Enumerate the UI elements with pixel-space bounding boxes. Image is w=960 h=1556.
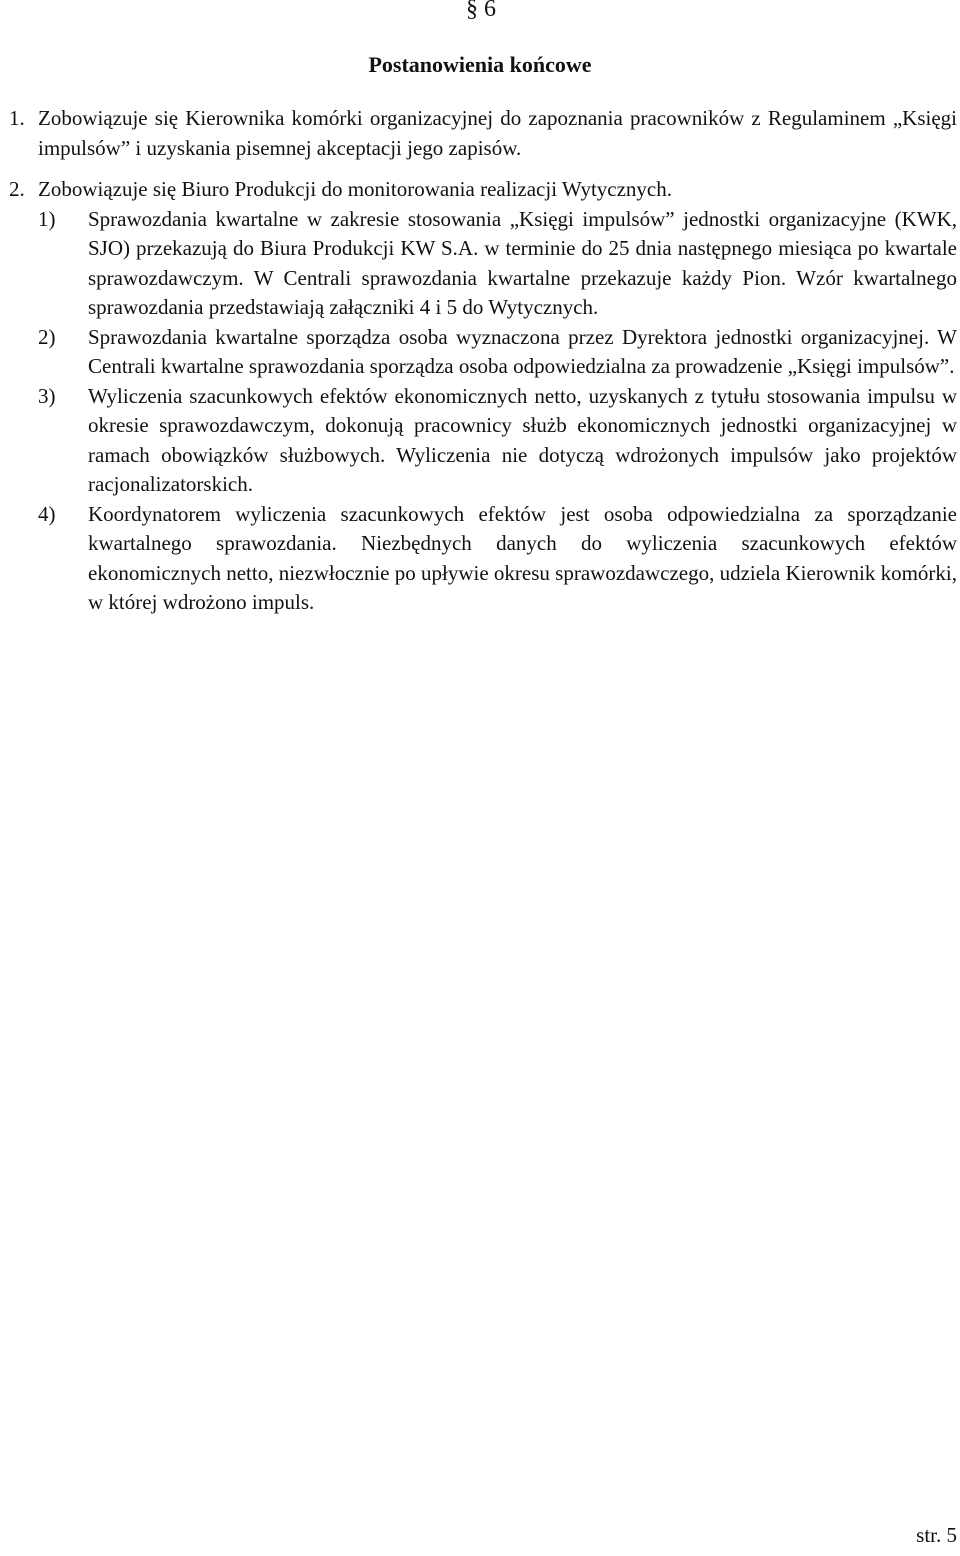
- item-2: [0, 175, 960, 618]
- sub-item: [0, 323, 960, 382]
- section-title: Postanowienia końcowe: [368, 52, 592, 77]
- sub-item-text: Sprawozdania kwartalne sporządza osoba wyznaczona przez Dyrektora jednostki organizacyjnej. W Centrali kwartalne sprawozdania sporządza osoba odpowiedzialna za prowadzenie „Księgi impulsów”.: [88, 324, 957, 378]
- list-item: [0, 104, 960, 163]
- page-number: str. 5: [916, 1523, 957, 1547]
- sub-item: [0, 500, 960, 618]
- item-text: Zobowiązuje się Kierownika komórki organizacyjnej do zapoznania pracowników z Regulaminem „Księgi impulsów” i uzyskania pisemnej akceptacji jego zapisów.: [38, 106, 957, 160]
- sub-item-number: 2): [38, 324, 56, 349]
- item-number: 2.: [9, 177, 25, 201]
- sub-item-text: Wyliczenia szacunkowych efektów ekonomicznych netto, uzyskanych z tytułu stosowania impulsu w okresie sprawozdawczym, dokonują pracownicy służb ekonomicznych jednostki organizacyjnej w ramach obowiązków służbowych. Wyliczenia nie dotyczą wdrożonych impulsów jako projektów racjonalizatorskich.: [88, 383, 957, 496]
- sub-item-text: Sprawozdania kwartalne w zakresie stosowania „Księgi impulsów” jednostki organizacyjne (KWK, SJO) przekazują do Biura Produkcji KW S.A. w terminie do 25 dnia następnego miesiąca po kwartale sprawozdawczym. W Centrali sprawozdania kwartalne przekazuje każdy Pion. Wzór kwartalnego sprawozdania przedstawiają załączniki 4 i 5 do Wytycznych.: [88, 206, 957, 319]
- item-1: [0, 104, 960, 163]
- section-mark: § 6: [466, 0, 496, 22]
- item-number: 1.: [9, 106, 25, 130]
- sub-item-number: 4): [38, 501, 56, 526]
- sub-item-number: 1): [38, 206, 56, 231]
- list-item: [0, 175, 960, 205]
- sub-item-text: Koordynatorem wyliczenia szacunkowych efektów jest osoba odpowiedzialna za sporządzanie kwartalnego sprawozdania. Niezbędnych danych do wyliczenia szacunkowych efektów ekonomicznych netto, niezwłocznie po upływie okresu sprawozdawczego, udziela Kierownik komórki, w której wdrożono impuls.: [88, 501, 957, 614]
- sub-item: [0, 382, 960, 500]
- item-text: Zobowiązuje się Biuro Produkcji do monitorowania realizacji Wytycznych.: [38, 177, 672, 201]
- sub-item-number: 3): [38, 383, 56, 408]
- sub-item: [0, 205, 960, 323]
